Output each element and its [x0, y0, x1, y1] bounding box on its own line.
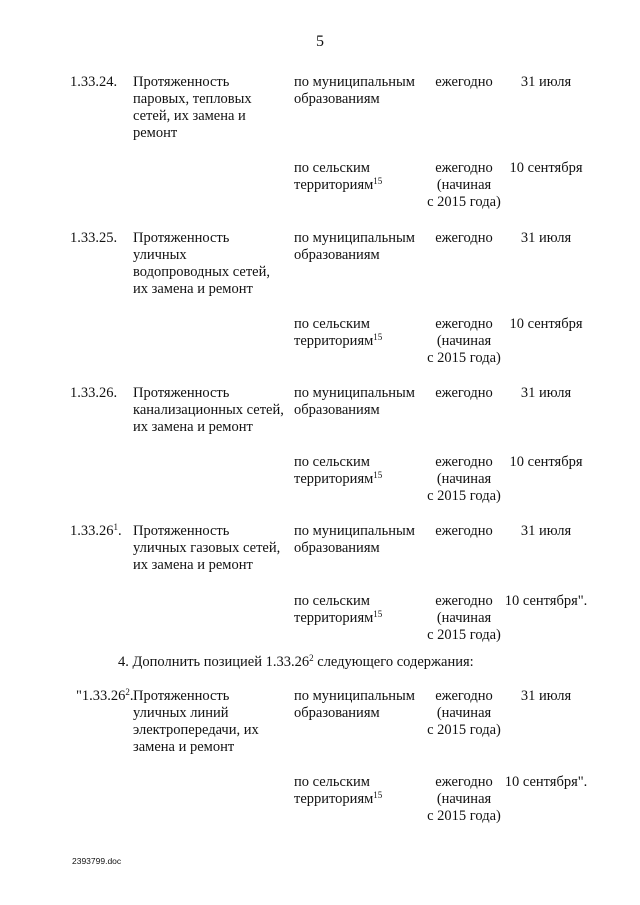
row-code: 1.33.24.	[70, 74, 118, 90]
frequency-line: ежегодно	[435, 74, 493, 90]
frequency-line: ежегодно	[435, 688, 493, 704]
basis-line: по сельским	[294, 454, 370, 470]
basis-text: территориям	[294, 791, 374, 807]
frequency-line: (начиная	[436, 177, 492, 193]
basis-line: образованиям	[294, 705, 380, 721]
name-line: уличных	[133, 247, 187, 263]
name-line: их замена и ремонт	[133, 419, 253, 435]
instruction-paragraph	[118, 654, 598, 671]
frequency-line: с 2015 года)	[427, 808, 501, 824]
basis-rural	[294, 593, 424, 627]
basis-line: по сельским	[294, 160, 370, 176]
name-line: паровых, тепловых	[133, 91, 252, 107]
frequency-line: ежегодно	[435, 774, 493, 790]
code-suffix: .	[129, 688, 134, 704]
footnote-marker: 15	[373, 176, 383, 186]
instruction-text: 4. Дополнить позицией 1.33.26	[118, 654, 310, 670]
row-code: 1.33.25.	[70, 230, 118, 246]
name-line: Протяженность	[133, 688, 230, 704]
frequency-line: ежегодно	[435, 230, 493, 246]
basis-municipal	[294, 688, 424, 722]
basis-text: территориям	[294, 177, 374, 193]
name-line: канализационных сетей,	[133, 402, 284, 418]
footnote-marker: 15	[373, 609, 383, 619]
name-line: уличных газовых сетей,	[133, 540, 281, 556]
frequency-line: ежегодно	[435, 316, 493, 332]
basis-line: образованиям	[294, 91, 380, 107]
deadline-municipal: 31 июля	[520, 230, 572, 246]
deadline-municipal: 31 июля	[520, 523, 572, 539]
basis-line: образованиям	[294, 247, 380, 263]
deadline-rural: 10 сентября".	[504, 593, 588, 609]
name-line: Протяженность	[133, 523, 230, 539]
frequency-line: ежегодно	[435, 523, 493, 539]
basis-line	[294, 610, 424, 627]
row-code: 1.33.26.	[70, 385, 118, 401]
basis-line: по муниципальным	[294, 230, 415, 246]
document-filename: 2393799.doc	[72, 856, 122, 866]
basis-rural	[294, 316, 424, 350]
frequency-line: ежегодно	[435, 385, 493, 401]
deadline-municipal: 31 июля	[520, 74, 572, 90]
code-text: 1.33.26	[70, 523, 114, 539]
code-superscript: 2	[125, 687, 130, 697]
deadline-rural: 10 сентября	[509, 316, 583, 332]
basis-municipal	[294, 385, 424, 419]
name-line: ремонт	[133, 125, 178, 141]
frequency-line: ежегодно	[435, 593, 493, 609]
basis-line	[294, 177, 424, 194]
basis-line	[294, 333, 424, 350]
basis-line: по сельским	[294, 774, 370, 790]
name-line: Протяженность	[133, 74, 230, 90]
basis-rural	[294, 774, 424, 808]
basis-line: по муниципальным	[294, 523, 415, 539]
row-name	[133, 523, 293, 574]
basis-line: по сельским	[294, 593, 370, 609]
name-line: электропередачи, их	[133, 722, 259, 738]
deadline-rural: 10 сентября	[509, 454, 583, 470]
code-text: "1.33.26	[76, 688, 126, 704]
deadline-rural: 10 сентября".	[504, 774, 588, 790]
footnote-marker: 15	[373, 470, 383, 480]
frequency-line: с 2015 года)	[427, 488, 501, 504]
basis-text: территориям	[294, 333, 374, 349]
basis-line	[294, 471, 424, 488]
frequency-line: (начиная	[436, 791, 492, 807]
frequency-line: с 2015 года)	[427, 627, 501, 643]
footnote-marker: 15	[373, 332, 383, 342]
name-line: Протяженность	[133, 230, 230, 246]
row-code	[70, 523, 134, 540]
frequency-line: с 2015 года)	[427, 722, 501, 738]
name-line: Протяженность	[133, 385, 230, 401]
name-line: их замена и ремонт	[133, 557, 253, 573]
footnote-marker: 15	[373, 790, 383, 800]
basis-line: по сельским	[294, 316, 370, 332]
page-number: 5	[316, 33, 324, 50]
basis-line: по муниципальным	[294, 74, 415, 90]
frequency-line: (начиная	[436, 610, 492, 626]
basis-line	[294, 791, 424, 808]
name-line: уличных линий	[133, 705, 229, 721]
basis-municipal	[294, 523, 424, 557]
basis-line: образованиям	[294, 540, 380, 556]
code-suffix: .	[118, 523, 122, 539]
basis-line: образованиям	[294, 402, 380, 418]
instruction-text: следующего содержания:	[313, 654, 474, 670]
frequency-line: (начиная	[436, 471, 492, 487]
instruction-superscript: 2	[309, 653, 314, 663]
row-name	[133, 74, 293, 142]
row-name	[133, 230, 293, 298]
frequency-line: с 2015 года)	[427, 194, 501, 210]
basis-line: по муниципальным	[294, 385, 415, 401]
frequency-line: с 2015 года)	[427, 350, 501, 366]
basis-text: территориям	[294, 471, 374, 487]
frequency-line: ежегодно	[435, 454, 493, 470]
name-line: их замена и ремонт	[133, 281, 253, 297]
name-line: водопроводных сетей,	[133, 264, 271, 280]
frequency-line: ежегодно	[435, 160, 493, 176]
basis-rural	[294, 454, 424, 488]
row-name	[133, 385, 293, 436]
basis-line: по муниципальным	[294, 688, 415, 704]
deadline-municipal: 31 июля	[520, 688, 572, 704]
name-line: замена и ремонт	[133, 739, 235, 755]
basis-municipal	[294, 230, 424, 264]
row-code	[76, 688, 140, 705]
basis-text: территориям	[294, 610, 374, 626]
deadline-municipal: 31 июля	[520, 385, 572, 401]
code-superscript: 1	[113, 522, 118, 532]
frequency-line: (начиная	[436, 705, 492, 721]
name-line: сетей, их замена и	[133, 108, 246, 124]
basis-municipal	[294, 74, 424, 108]
row-name	[133, 688, 293, 756]
basis-rural	[294, 160, 424, 194]
deadline-rural: 10 сентября	[509, 160, 583, 176]
frequency-line: (начиная	[436, 333, 492, 349]
